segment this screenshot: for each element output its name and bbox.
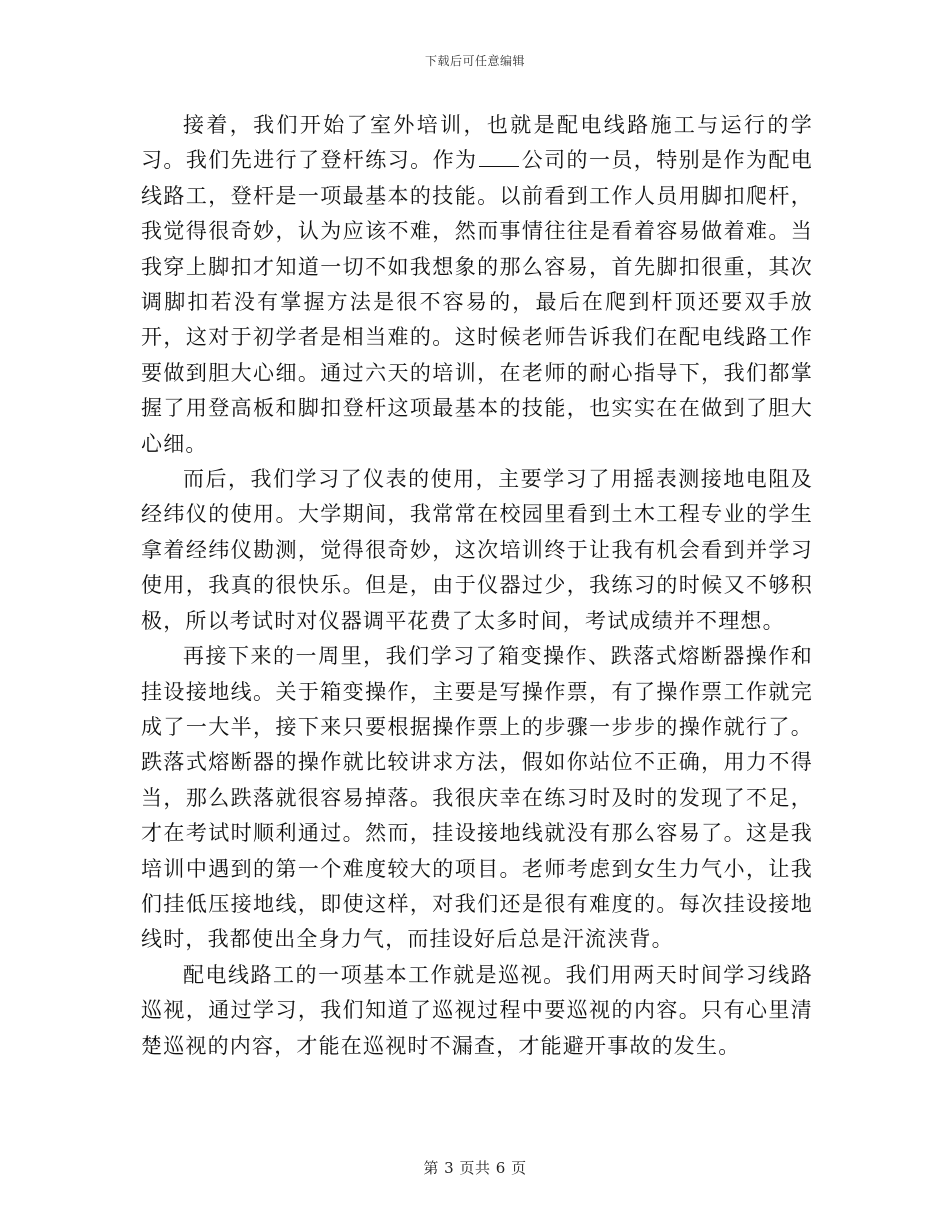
paragraph-operation-training: 再接下来的一周里，我们学习了箱变操作、跌落式熔断器操作和挂设接地线。关于箱变操作，主要是写操作票，有了操作票工作就完成了一大半，接下来只要根据操作票上的步骤一步步的操作就行了。跌落式熔断器的操作就比较讲求方法，假如你站位不正确，用力不得当，那么跌落就很容易掉落。我很庆幸在练习时及时的发现了不足，才在考试时顺利通过。然而，挂设接地线就没有那么容易了。这是我培训中遇到的第一个难度较大的项目。老师考虑到女生力气小，让我们挂低压接地线，即使这样，对我们还是很有难度的。每次挂设接地线时，我都使出全身力气，而挂设好后总是汗流浃背。: [141, 644, 813, 952]
paragraph-text: 公司的一员，特别是作为配电线路工，登杆是一项最基本的技能。以前看到工作人员用脚扣爬杆，我觉得很奇妙，认为应该不难，然而事情往往是看着容易做着难。当我穿上脚扣才知道一切不如我想象的那么容易，首先脚扣很重，其次调脚扣若没有掌握方法是很不容易的，最后在爬到杆顶还要双手放开，这对于初学者是相当难的。这时候老师告诉我们在配电线路工作要做到胆大心细。通过六天的培训，在老师的耐心指导下，我们都掌握了用登高板和脚扣登杆这项最基本的技能，也实实在在做到了胆大心细。: [141, 148, 814, 456]
paragraph-climbing-training: [141, 108, 813, 462]
paragraph-inspection-training: 配电线路工的一项基本工作就是巡视。我们用两天时间学习线路巡视，通过学习，我们知道了巡视过程中要巡视的内容。只有心里清楚巡视的内容，才能在巡视时不漏查，才能避开事故的发生。: [141, 962, 813, 1058]
page-number: 第 3 页共 6 页: [423, 1159, 527, 1177]
fill-in-blank: [479, 148, 519, 167]
paragraph-instrument-training: 而后，我们学习了仪表的使用，主要学习了用摇表测接地电阻及经纬仪的使用。大学期间，我常常在校园里看到土木工程专业的学生拿着经纬仪勘测，觉得很奇妙，这次培训终于让我有机会看到并学习使用，我真的很快乐。但是，由于仪器过少，我练习的时候又不够积极，所以考试时对仪器调平花费了太多时间，考试成绩并不理想。: [141, 467, 813, 633]
page-header-note: 下载后可任意编辑: [424, 54, 525, 68]
paragraph-text: 接着，我们开始了室外培训，也就是配电线路施工与运行的学习。我们先进行了登杆练习。作为: [141, 113, 813, 173]
document-body: [141, 108, 813, 1064]
